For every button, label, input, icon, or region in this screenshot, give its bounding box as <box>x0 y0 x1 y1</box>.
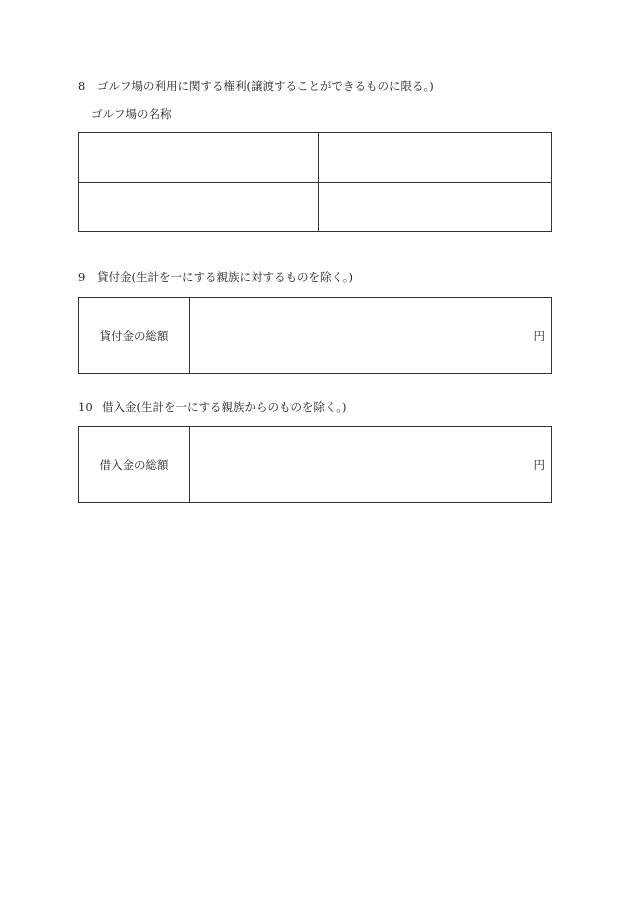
table-row <box>79 427 552 503</box>
golf-course-name-cell[interactable] <box>79 183 319 232</box>
section-9-heading <box>78 269 353 285</box>
loan-receivable-label: 貸付金の総額 <box>79 298 190 374</box>
loan-payable-amount-field[interactable] <box>190 427 552 503</box>
section-10-number: 10 <box>78 400 93 414</box>
golf-course-detail-cell[interactable] <box>319 133 552 183</box>
table-row <box>79 183 552 232</box>
golf-course-name-cell[interactable] <box>79 133 319 183</box>
yen-unit: 円 <box>533 457 545 472</box>
section-8-number: 8 <box>78 79 86 93</box>
section-9-title: 貸付金(生計を一にする親族に対するものを除く。) <box>97 270 353 284</box>
golf-course-table <box>78 132 552 232</box>
golf-course-name-label: ゴルフ場の名称 <box>91 107 172 121</box>
section-8-title: ゴルフ場の利用に関する権利(譲渡することができるものに限る。) <box>97 79 434 93</box>
section-10-heading <box>78 399 347 415</box>
loan-payable-label: 借入金の総額 <box>79 427 190 503</box>
section-8-heading <box>78 78 434 94</box>
loan-receivable-amount-field[interactable] <box>190 298 552 374</box>
section-10-title: 借入金(生計を一にする親族からのものを除く。) <box>102 400 347 414</box>
golf-course-detail-cell[interactable] <box>319 183 552 232</box>
loan-receivable-table <box>78 297 552 374</box>
section-9-number: 9 <box>78 270 86 284</box>
table-row <box>79 298 552 374</box>
table-row <box>79 133 552 183</box>
yen-unit: 円 <box>533 328 545 343</box>
loan-payable-table <box>78 426 552 503</box>
